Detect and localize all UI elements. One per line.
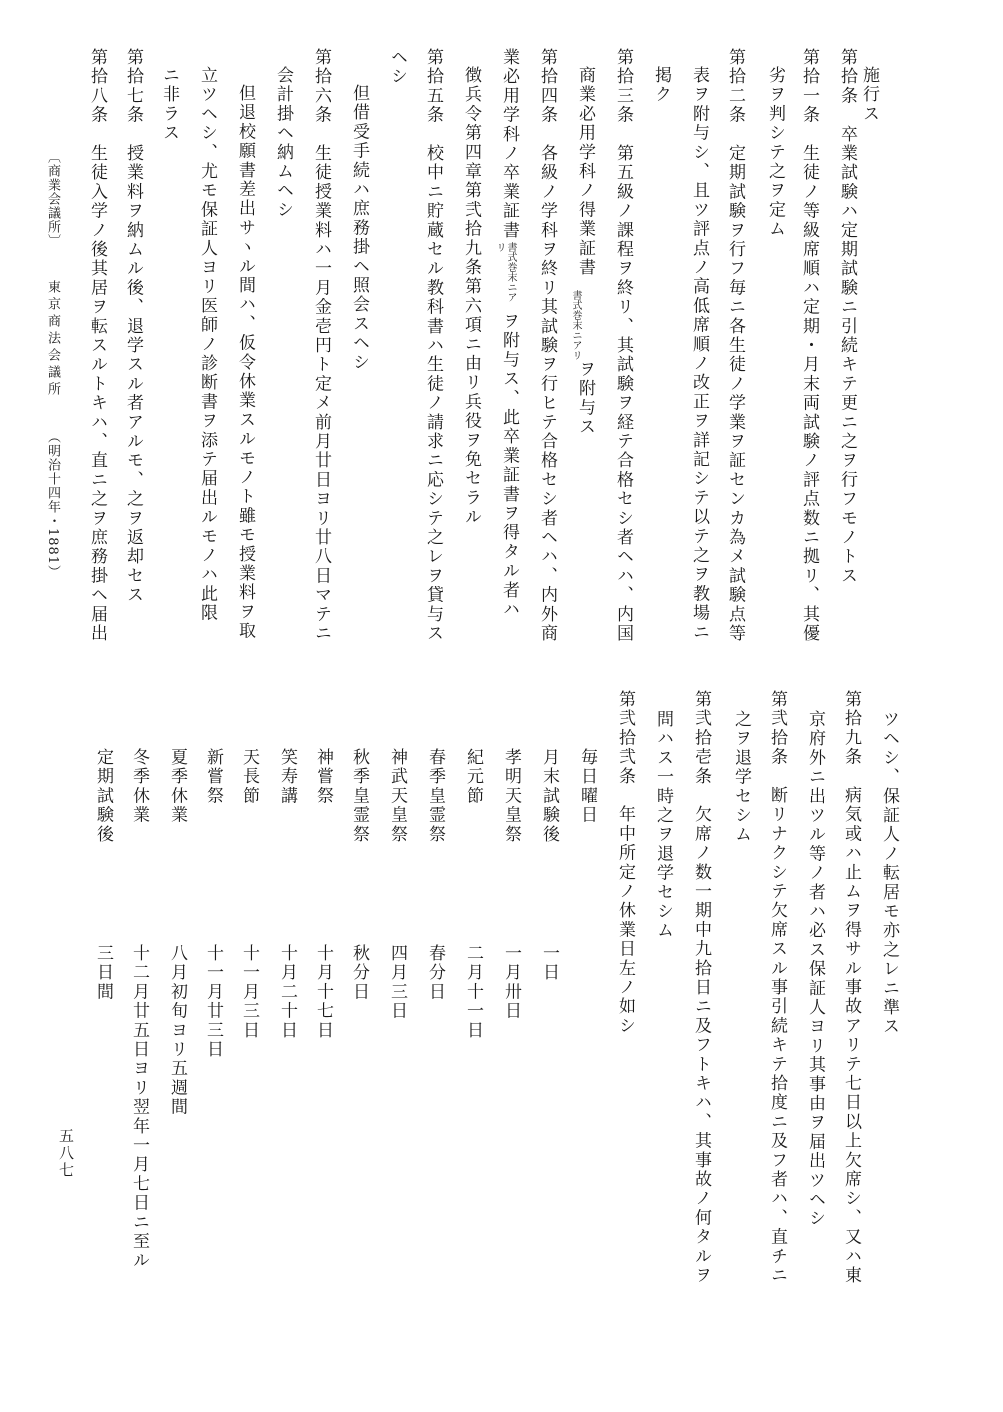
holiday-name: 笑寿講 (277, 748, 297, 806)
text-column: 但退校願書差出サヽル間ハ、仮令休業スルモノト雖モ授業料ヲ取 (235, 84, 255, 641)
holiday-name: 春季皇霊祭 (425, 748, 445, 844)
holiday-date: 四月三日 (387, 944, 407, 1021)
holiday-name: 毎日曜日 (577, 748, 597, 825)
source-date: （明治十四年・1881） (45, 430, 60, 580)
article-10: 第拾条 卒業試験ハ定期試験ニ引続キテ更ニ之ヲ行フモノトス (837, 48, 857, 586)
source-name: 東京商法会議所 (45, 280, 60, 399)
text-column: 立ツヘシ、尤モ保証人ヨリ医師ノ診断書ヲ添テ届出ルモノハ此限 (197, 66, 217, 623)
holiday-name: 神武天皇祭 (387, 748, 407, 844)
text-column: 徴兵令第四章第弐拾九条第六項ニ由リ兵役ヲ免セラル (461, 66, 481, 527)
text-column: 掲ク (651, 66, 671, 105)
text-column: 表ヲ附与シ、且ツ評点ノ高低席順ノ改正ヲ詳記シテ以テ之ヲ教場ニ (689, 66, 709, 642)
article-22: 第弐拾弐条 年中所定ノ休業日左ノ如シ (615, 690, 635, 1036)
holiday-date: 十二月廿五日ヨリ翌年一月七日ニ至ル (129, 944, 149, 1271)
text-column: ニ非ラス (159, 66, 179, 143)
holiday-date: 三日間 (93, 944, 113, 1002)
source-org: 〔商業会議所〕 (45, 150, 60, 248)
holiday-name: 紀元節 (463, 748, 483, 806)
holiday-date: 一月卅日 (501, 944, 521, 1021)
text-column: 施行ス (859, 66, 879, 124)
holiday-date: 八月初旬ヨリ五週間 (167, 944, 187, 1117)
text-column: 会計掛ヘ納ムヘシ (273, 66, 293, 220)
article-12: 第拾二条 定期試験ヲ行フ毎ニ各生徒ノ学業ヲ証センカ為メ試験点等 (725, 48, 745, 644)
text-column: ヘシ (387, 48, 407, 87)
holiday-name: 夏季休業 (167, 748, 187, 825)
holiday-name: 神嘗祭 (313, 748, 333, 806)
holiday-date: 十一月三日 (239, 944, 259, 1040)
article-11: 第拾一条 生徒ノ等級席順ハ定期・月末両試験ノ評点数ニ拠リ、其優 (799, 48, 819, 644)
holiday-name: 冬季休業 (129, 748, 149, 825)
article-15: 第拾五条 校中ニ貯蔵セル教科書ハ生徒ノ請求ニ応シテ之レヲ貸与ス (423, 48, 443, 644)
article-13: 第拾三条 第五級ノ課程ヲ終リ、其試験ヲ経テ合格セシ者ヘハ、内国 (613, 48, 633, 644)
holiday-name: 天長節 (239, 748, 259, 806)
text-column: 商業必用学科ノ得業証書 (575, 66, 595, 278)
holiday-name: 新嘗祭 (203, 748, 223, 806)
text-column: ヲ附与ス (575, 360, 595, 437)
holiday-date: 春分日 (425, 944, 445, 1002)
article-20: 第弐拾条 断リナクシテ欠席スル事引続キテ拾度ニ及フ者ハ、直チニ (767, 690, 787, 1286)
holiday-name: 孝明天皇祭 (501, 748, 521, 844)
article-19: 第拾九条 病気或ハ止ムヲ得サル事故アリテ七日以上欠席シ、又ハ東 (841, 690, 861, 1286)
holiday-date: 秋分日 (349, 944, 369, 1002)
text-column: 劣ヲ判シテ之ヲ定ム (765, 66, 785, 239)
holiday-date: 十月二十日 (277, 944, 297, 1040)
holiday-name: 定期試験後 (93, 748, 113, 844)
text-column: 之ヲ退学セシム (731, 710, 751, 845)
text-column: 但借受手続ハ庶務掛ヘ照会スヘシ (349, 84, 369, 372)
article-21: 第弐拾壱条 欠席ノ数一期中九拾日ニ及フトキハ、其事故ノ何タルヲ (691, 690, 711, 1286)
article-16: 第拾六条 生徒授業料ハ一月金壱円ト定メ前月廿日ヨリ廿八日マテニ (311, 48, 331, 644)
text-column: ツヘシ、保証人ノ転居モ亦之レニ準ス (879, 710, 899, 1037)
holiday-date: 十月十七日 (313, 944, 333, 1040)
holiday-date: 十一月廿三日 (203, 944, 223, 1060)
format-note: 書式巻末ニアリ (494, 242, 516, 302)
article-17: 第拾七条 授業料ヲ納ムル後、退学スル者アルモ、之ヲ返却セス (123, 48, 143, 605)
format-note: 書式巻末ニアリ (570, 290, 581, 360)
article-18: 第拾八条 生徒入学ノ後其居ヲ転スルトキハ、直ニ之ヲ庶務掛ヘ届出 (87, 48, 107, 644)
holiday-date: 二月十一日 (463, 944, 483, 1040)
text-column: 京府外ニ出ツル等ノ者ハ必ス保証人ヨリ其事由ヲ届出ツヘシ (805, 710, 825, 1229)
holiday-name: 月末試験後 (539, 748, 559, 844)
article-14: 第拾四条 各級ノ学科ヲ終リ其試験ヲ行ヒテ合格セシ者ヘハ、内外商 (537, 48, 557, 644)
text-column: 業必用学科ノ卒業証書 (499, 48, 519, 240)
text-column: 問ハス一時之ヲ退学セシム (653, 710, 673, 941)
holiday-name: 秋季皇霊祭 (349, 748, 369, 844)
page-number: 五八七 (57, 1128, 75, 1179)
holiday-date: 一日 (539, 944, 559, 983)
text-column: ヲ附与ス、此卒業証書ヲ得タル者ハ (499, 312, 519, 620)
